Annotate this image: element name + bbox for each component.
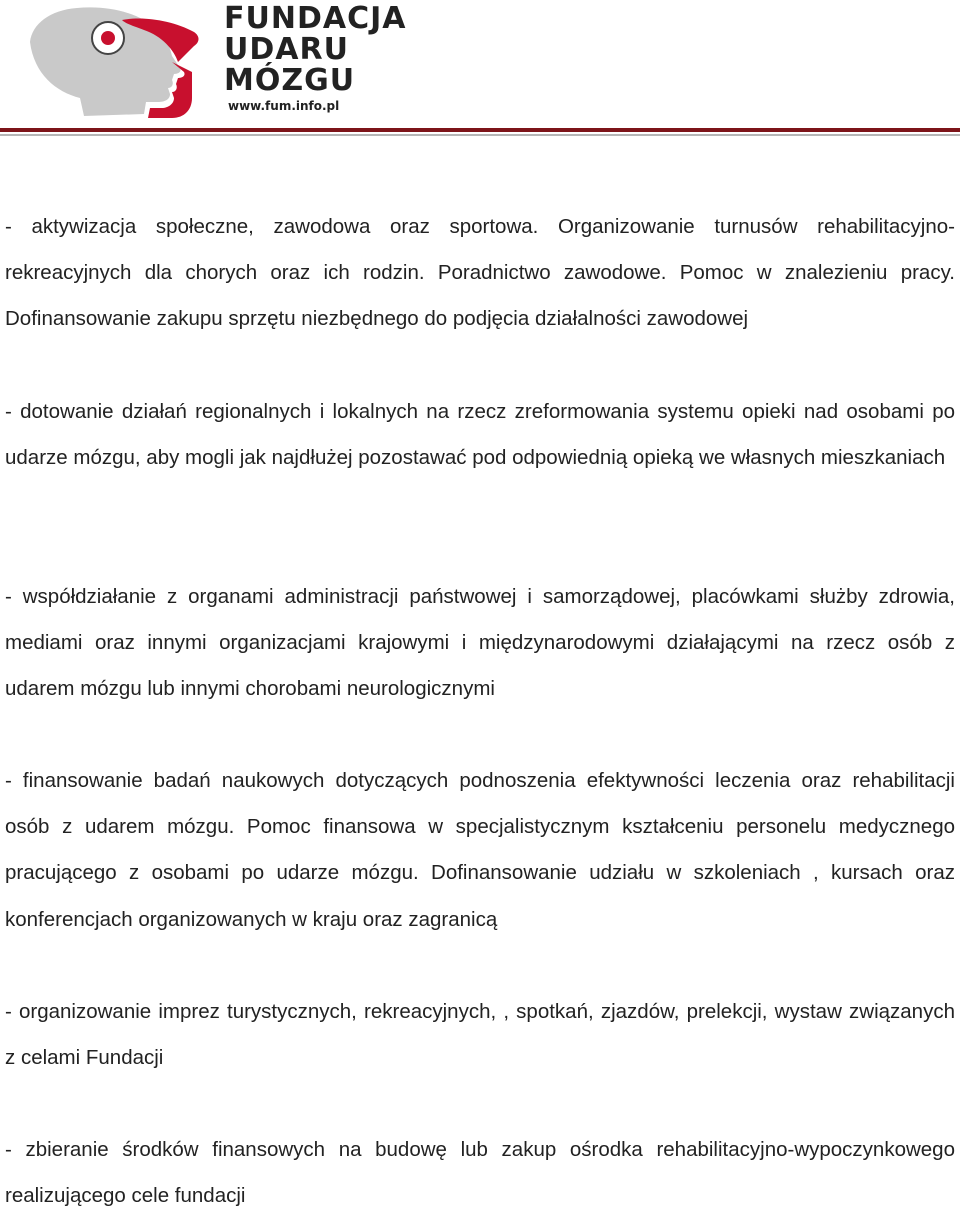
paragraph-cooperation: - współdziałanie z organami administracji państwowej i samorządowej, placówkami służby zdrowia, mediami oraz innymi organizacjami krajowymi i międzynarodowymi działającymi na rzecz osób z udarem mózgu lub innymi chorobami neurologicznymi	[5, 585, 955, 701]
logo-wordmark	[224, 1, 407, 113]
logo-line-1: FUNDACJA	[224, 1, 407, 36]
paragraph-activation: - aktywizacja społeczne, zawodowa oraz sportowa. Organizowanie turnusów rehabilitacyjno-rekreacyjnych dla chorych oraz ich rodzin. Poradnictwo zawodowe. Pomoc w znalezieniu pracy. Dofinansowanie zakupu sprzętu niezbędnego do podjęcia działalności zawodowej	[5, 215, 955, 331]
paragraph-events: - organizowanie imprez turystycznych, rekreacyjnych, , spotkań, zjazdów, prelekcji, wystaw związanych z celami Fundacji	[5, 1000, 955, 1070]
paragraph-regional-funding: - dotowanie działań regionalnych i lokalnych na rzecz zreformowania systemu opieki nad osobami po udarze mózgu, aby mogli jak najdłużej pozostawać pod odpowiednią opieką we własnych mieszkaniach	[5, 400, 955, 470]
logo-url: www.fum.info.pl	[228, 99, 340, 113]
paragraph-fundraising: - zbieranie środków finansowych na budowę lub zakup ośrodka rehabilitacyjno-wypoczynkowego realizującego cele fundacji	[5, 1138, 955, 1208]
paragraph-research-funding: - finansowanie badań naukowych dotyczących podnoszenia efektywności leczenia oraz rehabilitacji osób z udarem mózgu. Pomoc finansowa w specjalistycznym kształceniu personelu medycznego pracującego z osobami po udarze mózgu. Dofinansowanie udziału w szkoleniach , kursach oraz konferencjach organizowanych w kraju oraz zagranicą	[5, 769, 955, 931]
head-silhouette-icon	[22, 2, 212, 122]
page-header	[0, 0, 960, 140]
foundation-logo	[22, 1, 407, 122]
header-divider-shadow	[0, 134, 960, 136]
logo-line-2: UDARU	[224, 32, 349, 67]
logo-line-3: MÓZGU	[224, 63, 356, 98]
header-divider	[0, 128, 960, 132]
